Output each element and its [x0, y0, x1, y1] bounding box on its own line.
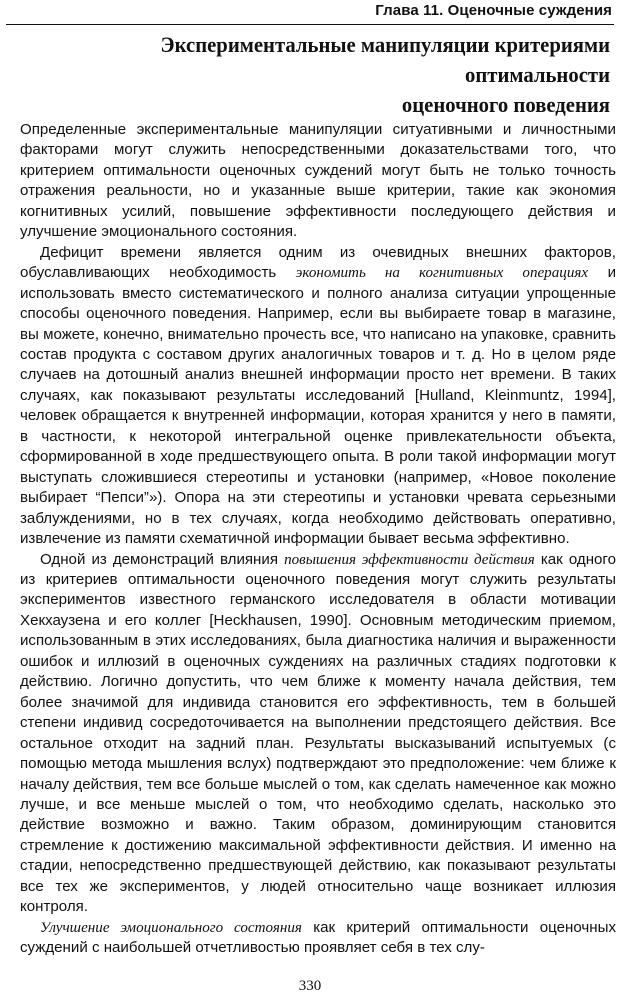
text-run: Дефицит времени является одним из очевидных внешних факторов, обуславливающих необходимость	[20, 243, 616, 282]
body-text	[20, 120, 616, 959]
paragraph-4	[20, 918, 616, 959]
section-title	[67, 30, 610, 120]
paragraph-2	[20, 243, 616, 550]
text-run: как одного из критериев оптимальности оценочного поведения могут служить результаты экспериментов известного германского исследователя в области мотивации Хекхаузена и его коллег [Heckhausen, 1990]. Основным методическим приемом, использованным в этих исследованиях, была диагностика наличия и выраженности ошибок и иллюзий в оценочных суждениях на различных стадиях подготовки к действию. Логично допустить, что чем ближе к моменту начала действия, тем более значимой для индивида становится его эффективность, тем в большей степени индивид сосредоточивается на выполнении предстоящего действия. Все остальное отходит на задний план. Результаты высказываний испытуемых (с помощью метода мышления вслух) подтверждают это предположение: чем ближе к началу действия, тем все больше мыслей о том, как сделать намеченное как можно лучше, и все меньше мыслей о том, что необходимо сделать, насколько это действие возможно и важно. Таким образом, доминирующим становится стремление к достижению максимальной эффективности действия. И именно на стадии, непосредственно предшествующей действию, как показывают результаты все тех же экспериментов, у людей относительно чаще возникает иллюзия контроля.	[20, 550, 616, 916]
section-title-line-1: Экспериментальные манипуляции критериями оптимальности	[160, 32, 610, 87]
text-run: как критерий оптимальности оценочных суждений с наибольшей отчетливостью проявляет себя в тех слу-	[20, 918, 616, 957]
paragraph-1	[20, 120, 616, 243]
section-title-line-2: оценочного поведения	[401, 92, 610, 117]
header-rule	[6, 24, 614, 25]
italic-run: экономить на когнитивных операциях	[295, 265, 589, 282]
paragraph-3	[20, 550, 616, 918]
page-number: 330	[298, 978, 322, 994]
text-run: Определенные экспериментальные манипуляции ситуативными и личностными факторами могут служить непосредственными доказательствами того, что критерием оптимальности оценочных суждений могут быть не только точность отражения реальности, но и указанные выше критерии, такие как экономия когнитивных усилий, повышение эффективности последующего действия и улучшение эмоционального состояния.	[20, 121, 616, 241]
text-run: Одной из демонстраций влияния	[40, 550, 285, 568]
italic-run: Улучшение эмоционального состояния	[40, 919, 302, 936]
text-run: и использовать вместо систематического и полного анализа ситуации упрощенные способы оценочного поведения. Например, если вы выбираете товар в магазине, вы можете, конечно, внимательно прочесть все, что написано на упаковке, сравнить состав продукта с составом других аналогичных товаров и т. д. Но в целом ряде случаев на дотошный анализ внешней информации просто нет времени. В таких случаях, как показывают результаты исследований [Hulland, Kleinmuntz, 1994], человек обращается к внутренней информации, которая хранится у него в памяти, в частности, к некоторой интегральной оценке привлекательности объекта, сформированной в ходе предшествующего опыта. В роли такой информации могут выступать сложившиеся стереотипы и установки (например, «Новое поколение выбирает “Пепси”»). Опора на эти стереотипы и установки чревата серьезными заблуждениями, но в тех случаях, когда необходимо действовать оперативно, извлечение из памяти схематичной информации бывает весьма эффективно.	[20, 264, 617, 548]
italic-run: повышения эффективности действия	[284, 551, 535, 568]
running-head: Глава 11. Оценочные суждения	[375, 2, 612, 19]
